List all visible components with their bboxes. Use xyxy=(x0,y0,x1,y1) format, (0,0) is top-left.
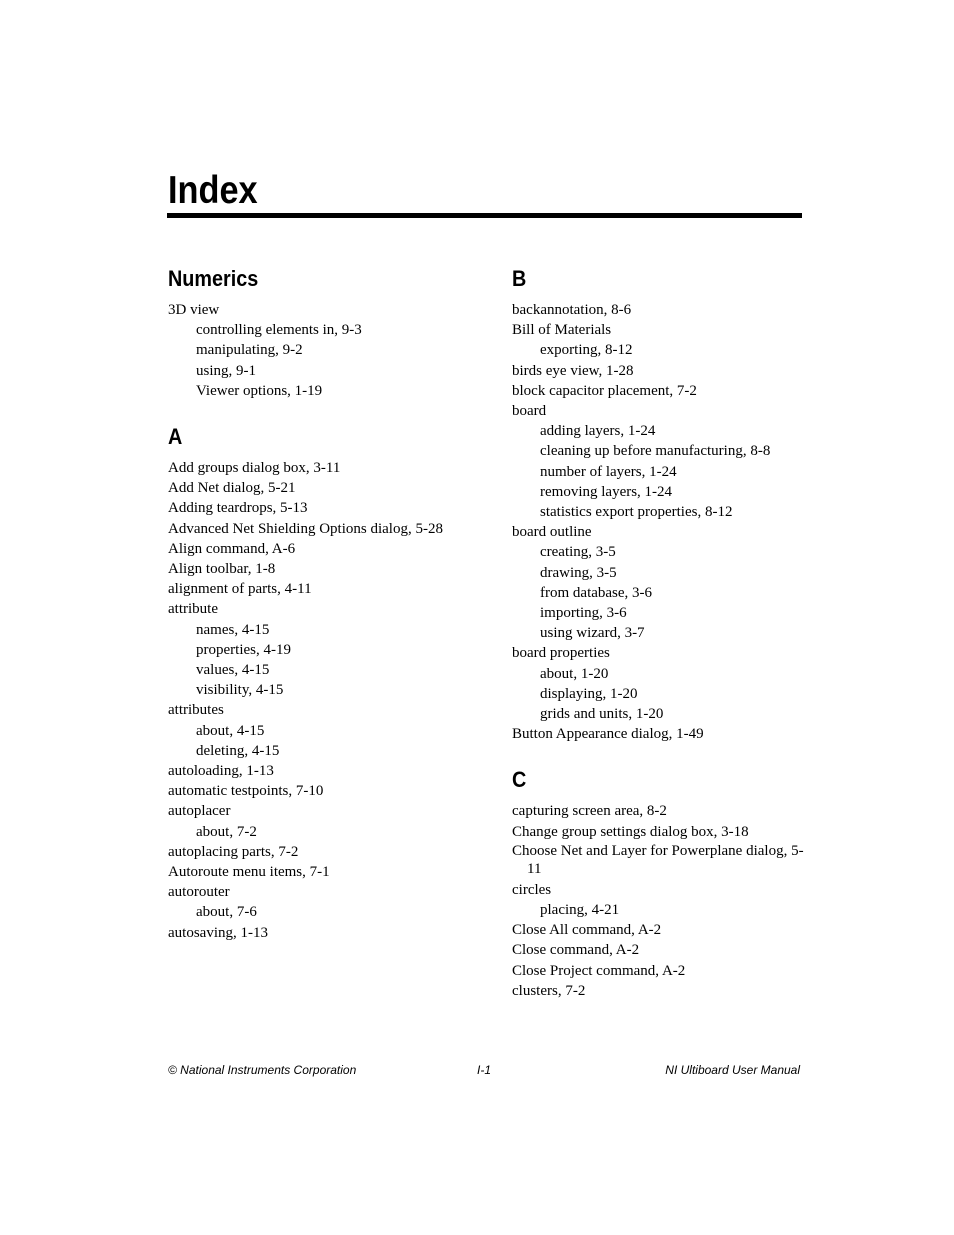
index-entry: autoplacer xyxy=(168,803,231,820)
index-entry-list xyxy=(168,300,468,401)
index-subentry: about, 1-20 xyxy=(540,665,609,682)
index-subentry: using wizard, 3-7 xyxy=(540,625,645,642)
index-entry: Advanced Net Shielding Options dialog, 5-28 xyxy=(168,520,443,537)
index-subentry: drawing, 3-5 xyxy=(540,564,617,581)
index-subentry: properties, 4-19 xyxy=(196,641,291,658)
index-entry: Close All command, A-2 xyxy=(512,922,662,939)
index-entry: Align toolbar, 1-8 xyxy=(168,561,276,578)
index-entry: Adding teardrops, 5-13 xyxy=(168,500,308,517)
index-entry: automatic testpoints, 7-10 xyxy=(168,783,324,800)
index-entry: clusters, 7-2 xyxy=(512,982,586,999)
index-entry: autoloading, 1-13 xyxy=(168,763,274,780)
index-subentry: manipulating, 9-2 xyxy=(196,342,303,359)
section-heading: A xyxy=(168,424,183,450)
index-entry: Add groups dialog box, 3-11 xyxy=(168,460,341,477)
index-subentry: about, 7-2 xyxy=(196,823,257,840)
index-entry: circles xyxy=(512,881,552,898)
index-subentry: deleting, 4-15 xyxy=(196,742,280,759)
index-entry: block capacitor placement, 7-2 xyxy=(512,382,697,399)
index-entry: alignment of parts, 4-11 xyxy=(168,581,312,598)
index-column-right xyxy=(512,264,807,1001)
index-entry-list xyxy=(512,801,807,1001)
index-subentry: about, 7-6 xyxy=(196,904,257,921)
footer-page-number: I-1 xyxy=(477,1063,492,1077)
index-entry: Close command, A-2 xyxy=(512,942,640,959)
index-entry: attribute xyxy=(168,601,218,618)
section-heading: Numerics xyxy=(168,266,259,291)
footer-manual-title: NI Ultiboard User Manual xyxy=(665,1063,800,1077)
index-entry: Autoroute menu items, 7-1 xyxy=(168,864,330,881)
index-entry: birds eye view, 1-28 xyxy=(512,362,634,379)
index-entry: autosaving, 1-13 xyxy=(168,924,268,941)
index-subentry: displaying, 1-20 xyxy=(540,685,638,702)
index-subentry: placing, 4-21 xyxy=(540,902,620,919)
title-rule xyxy=(167,213,802,218)
index-subentry: statistics export properties, 8-12 xyxy=(540,504,733,521)
index-subentry: number of layers, 1-24 xyxy=(540,463,677,480)
index-subentry: controlling elements in, 9-3 xyxy=(196,322,362,339)
index-subentry: cleaning up before manufacturing, 8-8 xyxy=(540,443,771,460)
index-subentry: grids and units, 1-20 xyxy=(540,706,664,723)
index-entry: board outline xyxy=(512,524,592,541)
index-entry: Button Appearance dialog, 1-49 xyxy=(512,726,704,743)
index-subentry: values, 4-15 xyxy=(196,662,270,679)
index-section xyxy=(168,264,468,401)
index-entry: autoplacing parts, 7-2 xyxy=(168,843,299,860)
index-subentry: Viewer options, 1-19 xyxy=(196,382,323,399)
index-section xyxy=(512,264,807,744)
index-subentry: visibility, 4-15 xyxy=(196,682,284,699)
index-subentry: removing layers, 1-24 xyxy=(540,483,673,500)
index-entry: 3D view xyxy=(168,302,220,318)
index-entry: board properties xyxy=(512,645,610,662)
index-entry: Align command, A-6 xyxy=(168,540,296,557)
index-entry: capturing screen area, 8-2 xyxy=(512,803,667,820)
index-entry-list xyxy=(512,300,807,744)
index-entry: Change group settings dialog box, 3-18 xyxy=(512,823,749,840)
index-column-left xyxy=(168,264,468,943)
section-heading: B xyxy=(512,266,527,291)
index-entry: Bill of Materials xyxy=(512,322,612,339)
footer-copyright: © National Instruments Corporation xyxy=(168,1063,357,1077)
index-entry: backannotation, 8-6 xyxy=(512,302,632,318)
index-entry-list xyxy=(168,458,468,943)
index-section xyxy=(512,765,807,1001)
index-entry: board xyxy=(512,403,547,420)
index-entry: Choose Net and Layer for Powerplane dialog, 5-11 xyxy=(512,842,804,878)
index-subentry: from database, 3-6 xyxy=(540,584,653,601)
index-entry: autorouter xyxy=(168,884,230,901)
section-heading: C xyxy=(512,767,527,793)
index-subentry: exporting, 8-12 xyxy=(540,342,633,359)
index-entry: Close Project command, A-2 xyxy=(512,962,686,979)
page-title: Index xyxy=(168,169,258,212)
index-subentry: importing, 3-6 xyxy=(540,605,627,622)
index-subentry: creating, 3-5 xyxy=(540,544,616,561)
index-entry: Add Net dialog, 5-21 xyxy=(168,480,296,497)
index-subentry: names, 4-15 xyxy=(196,621,270,638)
index-subentry: adding layers, 1-24 xyxy=(540,423,656,440)
index-subentry: using, 9-1 xyxy=(196,362,256,379)
index-subentry: about, 4-15 xyxy=(196,722,265,739)
index-entry: attributes xyxy=(168,702,224,719)
index-section xyxy=(168,422,468,943)
